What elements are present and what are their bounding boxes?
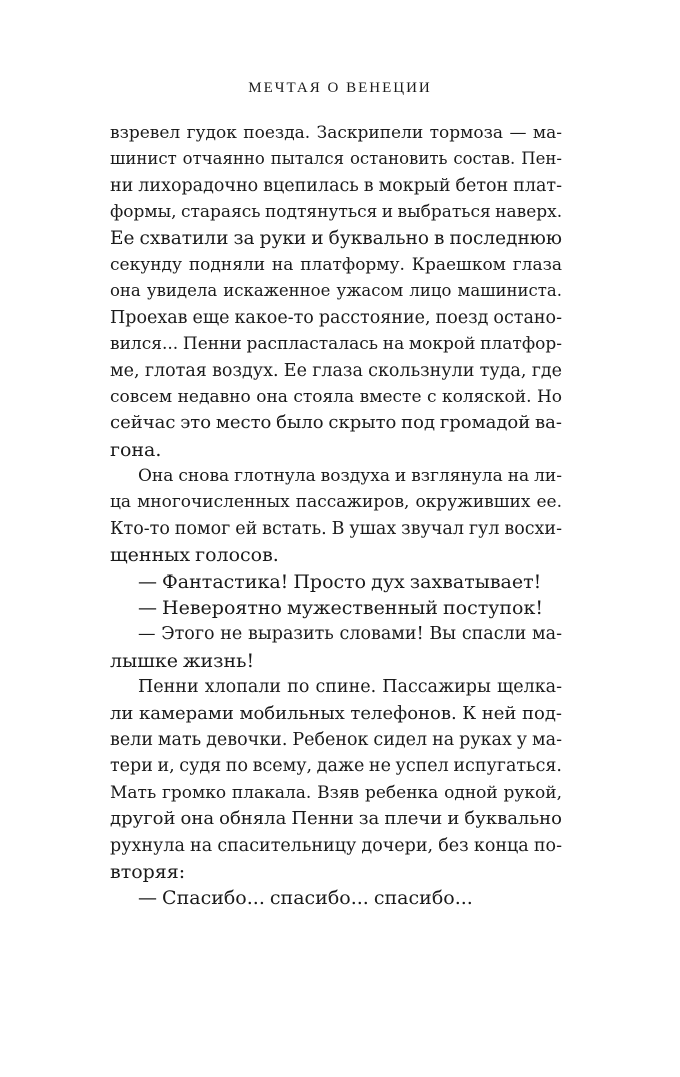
text-line: рухнула на спасительницу дочери, без конца по- — [110, 835, 562, 856]
text-line: она увидела искаженное ужасом лицо машиниста. — [110, 281, 562, 301]
text-line: сейчас это место было скрыто под громадой ва- — [110, 412, 562, 434]
text-line: ме, глотая воздух. Ее глаза скользнули туда, где — [110, 360, 562, 381]
text-line: секунду подняли на платформу. Краешком глаза — [110, 254, 562, 275]
text-line: шинист отчаянно пытался остановить состав. Пен- — [110, 149, 562, 169]
text-line: ли камерами мобильных телефонов. К ней под- — [110, 702, 562, 724]
text-line: щенных голосов. — [110, 544, 279, 567]
text-line: Пенни хлопали по спине. Пассажиры щелка- — [138, 677, 562, 698]
text-line: — Спасибо... спасибо... спасибо... — [138, 887, 473, 910]
text-line: ца многочисленных пассажиров, окруживших ее. — [110, 492, 562, 513]
text-line: лышке жизнь! — [110, 649, 255, 672]
text-line: гона. — [110, 438, 162, 461]
text-line: тери и, судя по всему, даже не успел испугаться. — [110, 756, 562, 777]
running-header: МЕЧТАЯ О ВЕНЕЦИИ — [248, 80, 432, 96]
text-line: формы, стараясь подтянуться и выбраться наверх. — [110, 202, 563, 223]
text-line: Проехав еще какое-то расстояние, поезд останo- — [110, 307, 562, 328]
text-line: другой она обняла Пенни за плечи и буквально — [110, 808, 562, 830]
text-line: Она снова глотнула воздуха и взглянула на ли- — [138, 466, 562, 487]
text-line: Кто-то помог ей встать. В ушах звучал гул восхи- — [110, 518, 562, 539]
text-line: совсем недавно она стояла вместе с коляской. Но — [110, 386, 562, 407]
text-line: — Фантастика! Просто дух захватывает! — [138, 570, 542, 593]
text-line: вторяя: — [110, 860, 186, 883]
text-line: — Невероятно мужественный поступок! — [138, 597, 544, 620]
text-line: вился... Пенни распласталась на мокрой платфор- — [110, 334, 562, 355]
page-body-text — [110, 120, 562, 912]
text-line: Мать громко плакала. Взяв ребенка одной рукой, — [110, 782, 562, 803]
text-line: вели мать девочки. Ребенок сидел на руках у ма- — [110, 729, 562, 750]
text-line: Ее схватили за руки и буквально в последнюю — [110, 227, 562, 249]
text-line: — Этого не выразить словами! Вы спасли ма- — [138, 624, 562, 645]
text-line: взревел гудок поезда. Заскрипели тормоза — ма- — [110, 123, 562, 143]
text-line: ни лихорадочно вцепилась в мокрый бетон плат- — [110, 175, 562, 196]
